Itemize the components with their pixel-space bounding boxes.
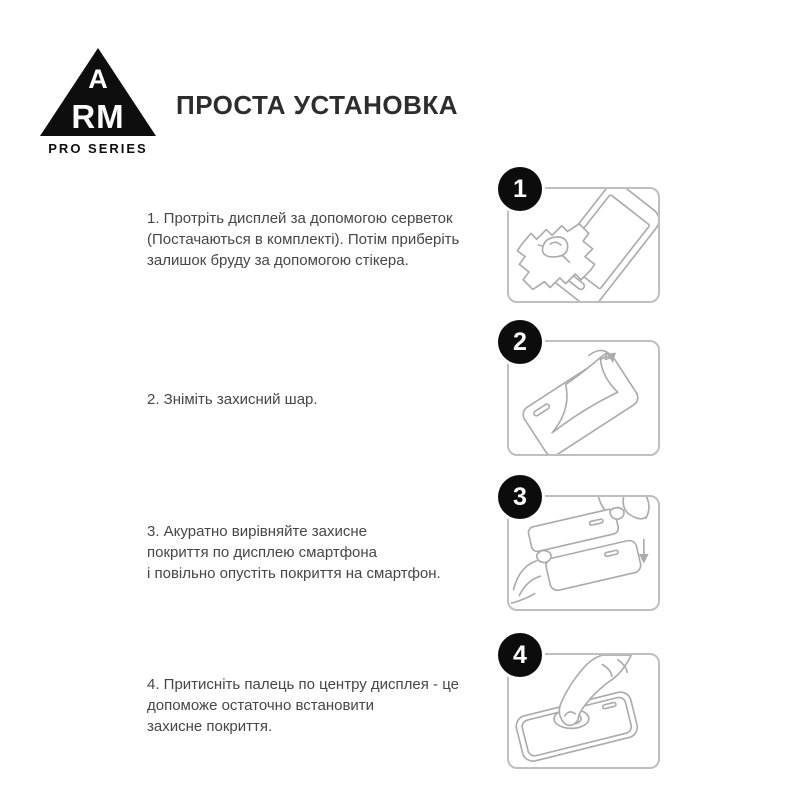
- step-2-number-badge: 2: [498, 320, 542, 364]
- arm-pro-series-logo: [36, 46, 160, 156]
- step-3-illustration-card: [507, 482, 660, 611]
- logo-subtitle: PRO SERIES: [48, 141, 148, 156]
- step-2-illustration-card: [507, 327, 660, 456]
- step-3-line-1: 3. Акуратно вирівняйте захисне: [147, 523, 367, 540]
- step-2-line-1: 2. Зніміть захисний шар.: [147, 391, 318, 408]
- step-4-number-badge: 4: [498, 633, 542, 677]
- step-2-text: [147, 389, 512, 410]
- step-4-line-3: захисне покриття.: [147, 718, 273, 735]
- step-3-text: [147, 521, 512, 584]
- step-4-line-2: допоможе остаточно встановити: [147, 697, 375, 714]
- step-4-illustration-card: [507, 640, 660, 769]
- logo-letter-a: A: [88, 64, 108, 94]
- step-3-line-2: покриття по дисплею смартфона: [147, 544, 378, 561]
- step-3-line-3: і повільно опустіть покриття на смартфон.: [147, 565, 441, 582]
- page-title: ПРОСТА УСТАНОВКА: [176, 90, 459, 120]
- step-4-line-1: 4. Притисніть палець по центру дисплея - це: [147, 676, 459, 693]
- logo-letters-rm: RM: [71, 98, 125, 135]
- step-1-number-badge: 1: [498, 167, 542, 211]
- step-4-text: [147, 674, 512, 737]
- arm-triangle-logo-icon: [36, 46, 160, 138]
- step-1-line-3: залишок бруду за допомогою стікера.: [147, 252, 409, 269]
- step-1-line-2: (Постачаються в комплекті). Потім приберіть: [147, 231, 460, 248]
- step-3-number-badge: 3: [498, 475, 542, 519]
- step-1-text: [147, 208, 512, 271]
- step-1-line-1: 1. Протріть дисплей за допомогою серветок: [147, 210, 453, 227]
- step-1-illustration-card: [507, 174, 660, 303]
